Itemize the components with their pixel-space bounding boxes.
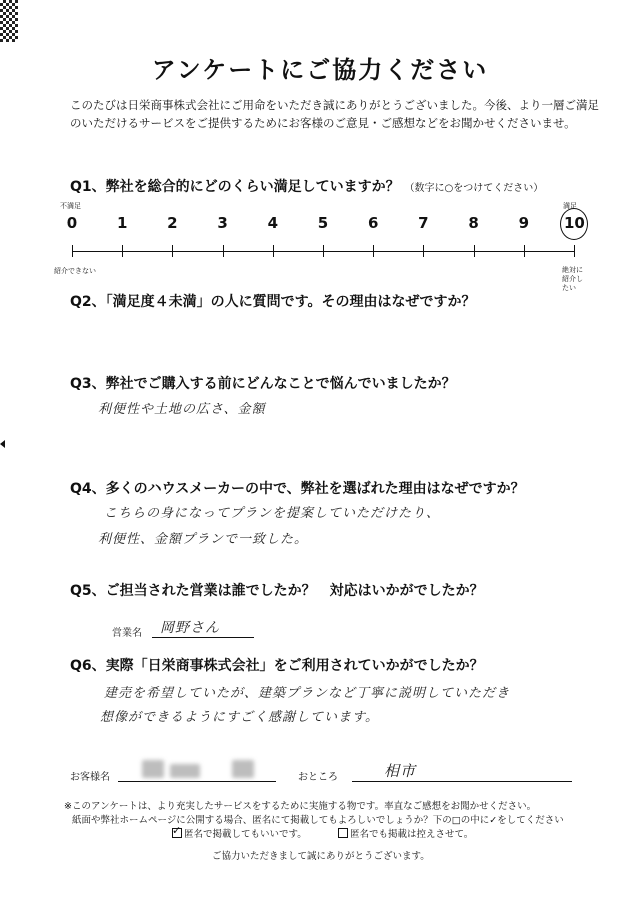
scale-tick-9: [524, 245, 525, 257]
scale-number-1[interactable]: 1: [116, 214, 128, 232]
sales-label: 営業名: [112, 628, 142, 639]
question-6-text: Q6、実際「日栄商事株式会社」をご利用されていかがでしたか？: [70, 658, 484, 674]
footer-option-1: [172, 828, 307, 841]
scale-tick-5: [323, 245, 324, 257]
option-2-label: 匿名でも掲載は控えさせて。: [350, 829, 474, 840]
option-1-checkbox[interactable]: [172, 828, 182, 838]
scale-low-bottom-label: 紹介できない: [54, 267, 96, 275]
question-4-answer-line1: こちらの身になってプランを提案していただけたり、: [104, 506, 441, 521]
question-2-text: Q2、「満足度４未満」の人に質問です。その理由はなぜですか？: [70, 294, 476, 310]
scale-tick-6: [373, 245, 374, 257]
scale-number-4[interactable]: 4: [267, 214, 279, 232]
question-4-answer-line2: 利便性、金額プランで一致した。: [98, 532, 309, 547]
edge-arrow-icon: [0, 440, 5, 448]
option-2-checkbox[interactable]: [338, 828, 348, 838]
scale-number-0[interactable]: 0: [66, 214, 78, 232]
scale-tick-7: [423, 245, 424, 257]
question-5-text: Q5、ご担当された営業は誰でしたか？ 対応はいかがでしたか？: [70, 583, 484, 599]
sales-underline: [152, 637, 254, 638]
scale-tick-1: [122, 245, 123, 257]
address-value: 相市: [384, 762, 417, 780]
customer-underline: [118, 781, 276, 782]
footer-thanks: ご協力いただきまして誠にありがとうございます。: [212, 851, 430, 862]
question-4-text: Q4、多くのハウスメーカーの中で、弊社を選ばれた理由はなぜですか？: [70, 481, 525, 497]
question-1-text: Q1、弊社を総合的にどのくらい満足していますか？: [70, 179, 400, 195]
address-underline: [352, 781, 572, 782]
question-1: [70, 176, 543, 196]
option-1-label: 匿名で掲載してもいいです。: [184, 829, 307, 840]
page-title: アンケートにご協力ください: [151, 56, 489, 84]
scale-tick-0: [72, 245, 73, 257]
scale-tick-4: [273, 245, 274, 257]
footer-option-2: [338, 828, 473, 841]
scale-number-3[interactable]: 3: [217, 214, 228, 232]
scale-tick-2: [172, 245, 173, 257]
address-label: おところ: [298, 772, 338, 783]
scale-high-bottom-label: 絶対に紹介したい: [562, 266, 583, 292]
checker-pattern: [0, 0, 18, 42]
footer-note-1: ※このアンケートは、より充実したサービスをするために実施する物です。率直なご感想をお聞かせください。: [64, 801, 537, 812]
scale-tick-3: [223, 245, 224, 257]
question-6-answer-line1: 建売を希望していたが、建築プランなど丁寧に説明していただき: [104, 686, 511, 701]
footer-note-2: 紙面や弊社ホームページに公開する場合、匿名にて掲載してもよろしいでしょうか？下の□の中に✓をしてください: [72, 815, 564, 826]
question-3-text: Q3、弊社でご購入する前にどんなことで悩んでいましたか？: [70, 376, 456, 392]
sales-name: 岡野さん: [160, 620, 220, 636]
redacted-name-part2: [170, 764, 200, 778]
scale-number-7[interactable]: 7: [418, 214, 429, 232]
scale-low-top-label: 不満足: [60, 202, 81, 210]
scale-number-5[interactable]: 5: [317, 214, 329, 232]
scale-number-10[interactable]: 10: [564, 214, 585, 232]
question-6-answer-line2: 想像ができるようにすごく感謝しています。: [100, 710, 379, 725]
scale-number-9[interactable]: 9: [518, 214, 530, 232]
scale-number-8[interactable]: 8: [468, 214, 479, 232]
scale-tick-8: [474, 245, 475, 257]
scale-tick-10: [574, 245, 575, 257]
scale-high-top-label: 満足: [563, 202, 577, 210]
scale-number-6[interactable]: 6: [367, 214, 379, 232]
question-3-answer: 利便性や土地の広さ、金額: [98, 402, 266, 417]
redacted-name-part1: [142, 760, 164, 778]
question-1-note: （数字に○をつけてください）: [404, 183, 544, 194]
intro-text: このたびは日栄商事株式会社にご用命をいただき誠にありがとうございました。今後、より一層ご満足のいただけるサービスをご提供するためにお客様のご意見・ご感想などをお聞かせくださいませ。: [70, 98, 599, 130]
redacted-name-part3: [232, 760, 254, 778]
customer-label: お客様名: [70, 772, 110, 783]
scale-number-2[interactable]: 2: [167, 214, 178, 232]
selected-circle: [560, 208, 588, 240]
